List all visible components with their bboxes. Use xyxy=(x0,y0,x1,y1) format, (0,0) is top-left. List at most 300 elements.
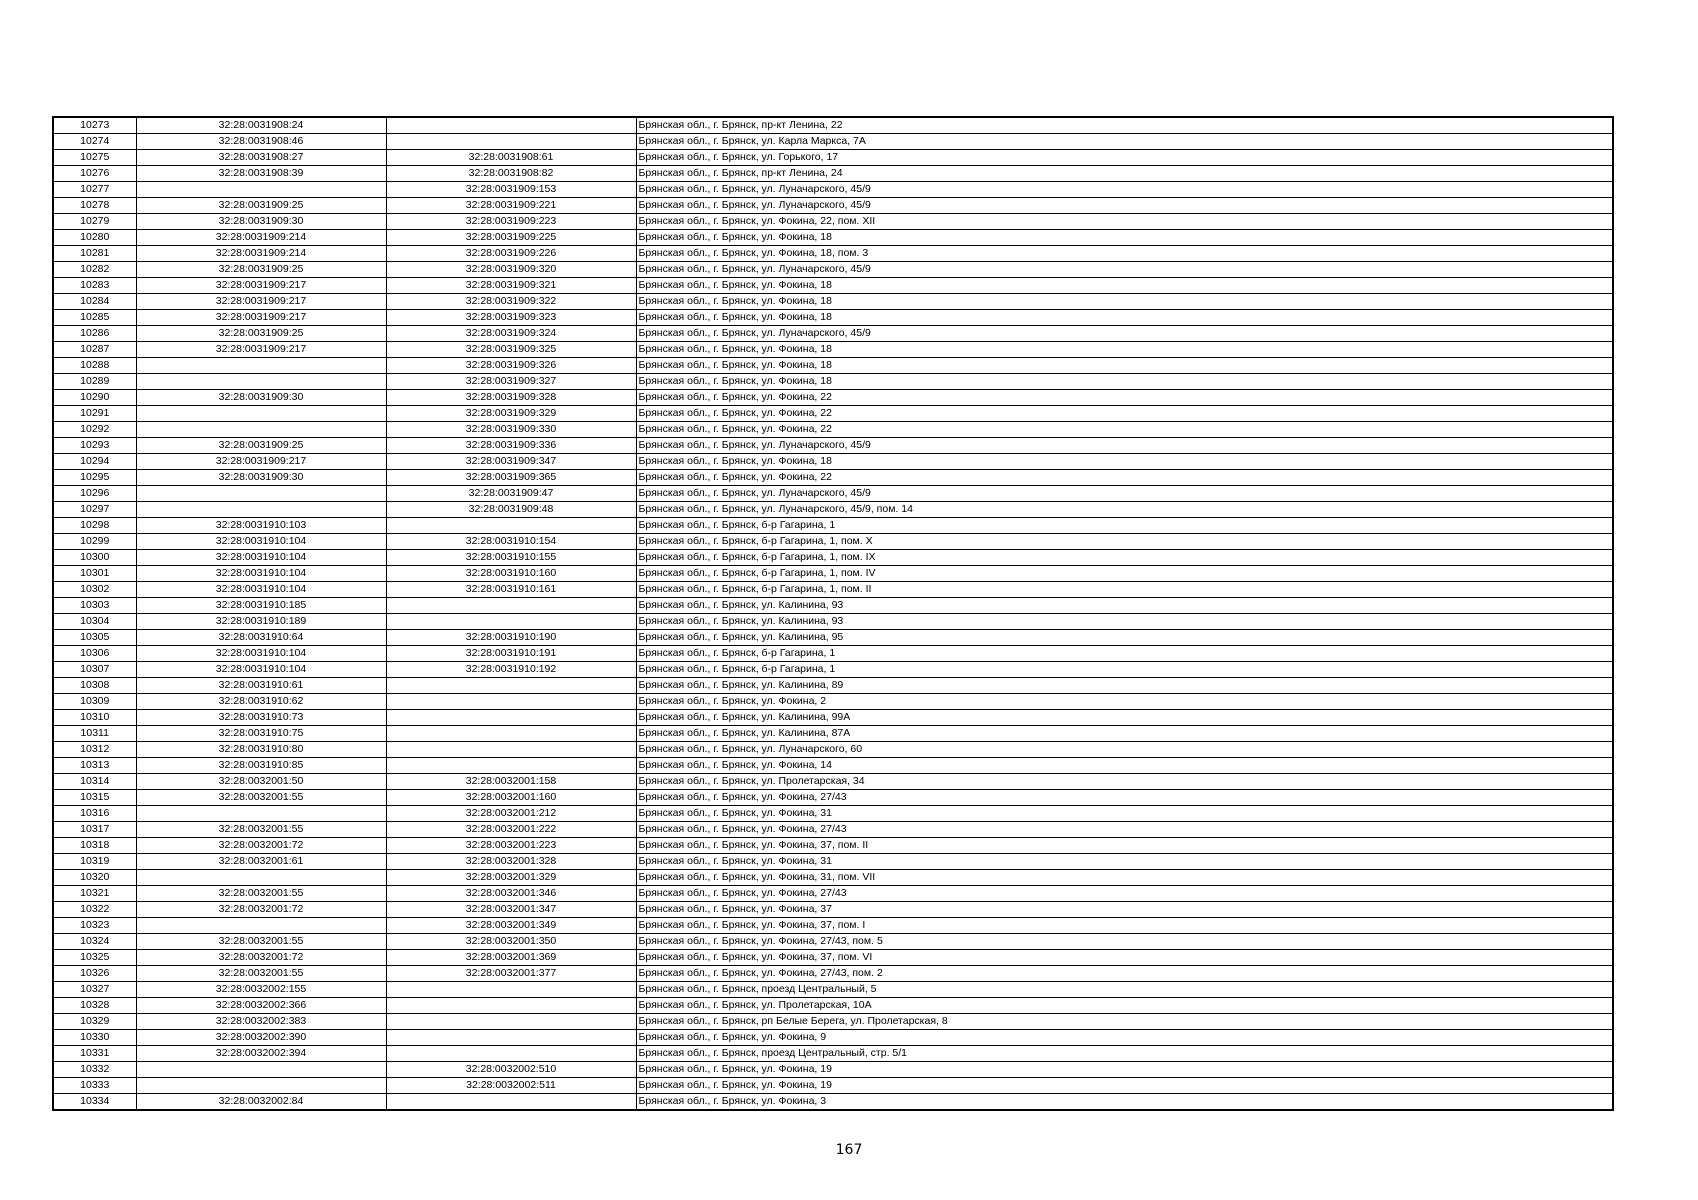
address-cell: Брянская обл., г. Брянск, ул. Фокина, 31 xyxy=(636,854,1613,870)
land-cadastral-cell: 32:28:0032001:55 xyxy=(136,966,386,982)
address-cell: Брянская обл., г. Брянск, рп Белые Берега, ул. Пролетарская, 8 xyxy=(636,1014,1613,1030)
land-cadastral-cell xyxy=(136,1078,386,1094)
table-row xyxy=(53,454,1613,470)
object-cadastral-cell: 32:28:0032001:349 xyxy=(386,918,636,934)
object-cadastral-cell: 32:28:0031908:82 xyxy=(386,166,636,182)
address-cell: Брянская обл., г. Брянск, б-р Гагарина, 1 xyxy=(636,662,1613,678)
row-number-cell: 10277 xyxy=(53,182,136,198)
table-row xyxy=(53,742,1613,758)
row-number-cell: 10273 xyxy=(53,117,136,134)
land-cadastral-cell xyxy=(136,918,386,934)
address-cell: Брянская обл., г. Брянск, б-р Гагарина, 1, пом. IV xyxy=(636,566,1613,582)
object-cadastral-cell xyxy=(386,614,636,630)
table-row xyxy=(53,262,1613,278)
table-row xyxy=(53,278,1613,294)
land-cadastral-cell: 32:28:0031909:25 xyxy=(136,326,386,342)
object-cadastral-cell: 32:28:0031909:153 xyxy=(386,182,636,198)
land-cadastral-cell: 32:28:0031910:80 xyxy=(136,742,386,758)
row-number-cell: 10330 xyxy=(53,1030,136,1046)
object-cadastral-cell: 32:28:0032001:222 xyxy=(386,822,636,838)
object-cadastral-cell: 32:28:0031908:61 xyxy=(386,150,636,166)
land-cadastral-cell: 32:28:0031910:85 xyxy=(136,758,386,774)
land-cadastral-cell: 32:28:0031910:103 xyxy=(136,518,386,534)
table-row xyxy=(53,390,1613,406)
object-cadastral-cell: 32:28:0031909:365 xyxy=(386,470,636,486)
address-cell: Брянская обл., г. Брянск, ул. Фокина, 19 xyxy=(636,1062,1613,1078)
row-number-cell: 10310 xyxy=(53,710,136,726)
object-cadastral-cell: 32:28:0031909:347 xyxy=(386,454,636,470)
row-number-cell: 10295 xyxy=(53,470,136,486)
row-number-cell: 10302 xyxy=(53,582,136,598)
object-cadastral-cell: 32:28:0031910:160 xyxy=(386,566,636,582)
object-cadastral-cell: 32:28:0031909:47 xyxy=(386,486,636,502)
land-cadastral-cell: 32:28:0031910:185 xyxy=(136,598,386,614)
table-row xyxy=(53,646,1613,662)
land-cadastral-cell xyxy=(136,502,386,518)
row-number-cell: 10299 xyxy=(53,534,136,550)
land-cadastral-cell: 32:28:0031910:104 xyxy=(136,534,386,550)
table-row xyxy=(53,422,1613,438)
row-number-cell: 10286 xyxy=(53,326,136,342)
address-cell: Брянская обл., г. Брянск, б-р Гагарина, 1, пом. II xyxy=(636,582,1613,598)
object-cadastral-cell: 32:28:0032001:377 xyxy=(386,966,636,982)
address-cell: Брянская обл., г. Брянск, ул. Фокина, 18 xyxy=(636,310,1613,326)
row-number-cell: 10304 xyxy=(53,614,136,630)
object-cadastral-cell xyxy=(386,726,636,742)
table-row xyxy=(53,166,1613,182)
land-cadastral-cell: 32:28:0032001:72 xyxy=(136,902,386,918)
row-number-cell: 10303 xyxy=(53,598,136,614)
land-cadastral-cell: 32:28:0032001:61 xyxy=(136,854,386,870)
address-cell: Брянская обл., г. Брянск, ул. Фокина, 18 xyxy=(636,294,1613,310)
table-row xyxy=(53,1046,1613,1062)
address-cell: Брянская обл., г. Брянск, ул. Фокина, 37 xyxy=(636,902,1613,918)
table-row xyxy=(53,1030,1613,1046)
table-row xyxy=(53,822,1613,838)
row-number-cell: 10313 xyxy=(53,758,136,774)
land-cadastral-cell xyxy=(136,358,386,374)
object-cadastral-cell: 32:28:0031910:191 xyxy=(386,646,636,662)
table-row xyxy=(53,342,1613,358)
address-cell: Брянская обл., г. Брянск, ул. Луначарского, 45/9 xyxy=(636,198,1613,214)
row-number-cell: 10292 xyxy=(53,422,136,438)
row-number-cell: 10305 xyxy=(53,630,136,646)
address-cell: Брянская обл., г. Брянск, ул. Фокина, 22 xyxy=(636,422,1613,438)
table-row xyxy=(53,534,1613,550)
object-cadastral-cell: 32:28:0031909:223 xyxy=(386,214,636,230)
table-row xyxy=(53,134,1613,150)
address-cell: Брянская обл., г. Брянск, ул. Фокина, 31 xyxy=(636,806,1613,822)
object-cadastral-cell: 32:28:0032001:350 xyxy=(386,934,636,950)
address-cell: Брянская обл., г. Брянск, ул. Фокина, 27/43, пом. 2 xyxy=(636,966,1613,982)
table-row xyxy=(53,790,1613,806)
address-cell: Брянская обл., г. Брянск, ул. Калинина, 93 xyxy=(636,614,1613,630)
object-cadastral-cell: 32:28:0031909:327 xyxy=(386,374,636,390)
row-number-cell: 10312 xyxy=(53,742,136,758)
land-cadastral-cell: 32:28:0032002:394 xyxy=(136,1046,386,1062)
address-cell: Брянская обл., г. Брянск, ул. Фокина, 18 xyxy=(636,358,1613,374)
object-cadastral-cell: 32:28:0031909:320 xyxy=(386,262,636,278)
object-cadastral-cell xyxy=(386,598,636,614)
address-cell: Брянская обл., г. Брянск, ул. Фокина, 37, пом. VI xyxy=(636,950,1613,966)
land-cadastral-cell xyxy=(136,182,386,198)
row-number-cell: 10285 xyxy=(53,310,136,326)
address-cell: Брянская обл., г. Брянск, ул. Луначарского, 45/9 xyxy=(636,438,1613,454)
land-cadastral-cell: 32:28:0032002:84 xyxy=(136,1094,386,1111)
row-number-cell: 10294 xyxy=(53,454,136,470)
land-cadastral-cell: 32:28:0031908:27 xyxy=(136,150,386,166)
land-cadastral-cell xyxy=(136,1062,386,1078)
address-cell: Брянская обл., г. Брянск, ул. Луначарского, 45/9 xyxy=(636,326,1613,342)
table-row xyxy=(53,838,1613,854)
row-number-cell: 10290 xyxy=(53,390,136,406)
row-number-cell: 10327 xyxy=(53,982,136,998)
table-row xyxy=(53,246,1613,262)
object-cadastral-cell: 32:28:0032001:212 xyxy=(386,806,636,822)
object-cadastral-cell: 32:28:0031909:330 xyxy=(386,422,636,438)
object-cadastral-cell: 32:28:0031910:192 xyxy=(386,662,636,678)
address-cell: Брянская обл., г. Брянск, проезд Центральный, стр. 5/1 xyxy=(636,1046,1613,1062)
object-cadastral-cell xyxy=(386,710,636,726)
land-cadastral-cell: 32:28:0031909:217 xyxy=(136,310,386,326)
land-cadastral-cell: 32:28:0031909:30 xyxy=(136,470,386,486)
row-number-cell: 10298 xyxy=(53,518,136,534)
address-cell: Брянская обл., г. Брянск, ул. Карла Маркса, 7А xyxy=(636,134,1613,150)
table-row xyxy=(53,1094,1613,1111)
row-number-cell: 10288 xyxy=(53,358,136,374)
address-cell: Брянская обл., г. Брянск, ул. Пролетарская, 10А xyxy=(636,998,1613,1014)
address-cell: Брянская обл., г. Брянск, ул. Фокина, 31, пом. VII xyxy=(636,870,1613,886)
table-row xyxy=(53,470,1613,486)
object-cadastral-cell: 32:28:0032002:510 xyxy=(386,1062,636,1078)
object-cadastral-cell xyxy=(386,1046,636,1062)
land-cadastral-cell: 32:28:0031909:214 xyxy=(136,230,386,246)
object-cadastral-cell: 32:28:0031910:154 xyxy=(386,534,636,550)
address-cell: Брянская обл., г. Брянск, ул. Фокина, 18 xyxy=(636,230,1613,246)
land-cadastral-cell xyxy=(136,806,386,822)
address-cell: Брянская обл., г. Брянск, ул. Фокина, 27/43 xyxy=(636,822,1613,838)
table-row xyxy=(53,566,1613,582)
table-row xyxy=(53,950,1613,966)
row-number-cell: 10315 xyxy=(53,790,136,806)
address-cell: Брянская обл., г. Брянск, ул. Фокина, 3 xyxy=(636,1094,1613,1111)
land-cadastral-cell: 32:28:0031910:104 xyxy=(136,662,386,678)
object-cadastral-cell xyxy=(386,982,636,998)
address-cell: Брянская обл., г. Брянск, ул. Фокина, 22, пом. XII xyxy=(636,214,1613,230)
row-number-cell: 10317 xyxy=(53,822,136,838)
object-cadastral-cell xyxy=(386,742,636,758)
address-cell: Брянская обл., г. Брянск, ул. Фокина, 9 xyxy=(636,1030,1613,1046)
address-cell: Брянская обл., г. Брянск, ул. Луначарского, 45/9 xyxy=(636,486,1613,502)
row-number-cell: 10318 xyxy=(53,838,136,854)
object-cadastral-cell xyxy=(386,678,636,694)
table-row xyxy=(53,694,1613,710)
object-cadastral-cell: 32:28:0032001:223 xyxy=(386,838,636,854)
row-number-cell: 10309 xyxy=(53,694,136,710)
table-row xyxy=(53,918,1613,934)
row-number-cell: 10328 xyxy=(53,998,136,1014)
row-number-cell: 10289 xyxy=(53,374,136,390)
table-row xyxy=(53,438,1613,454)
row-number-cell: 10326 xyxy=(53,966,136,982)
land-cadastral-cell: 32:28:0031910:104 xyxy=(136,646,386,662)
address-cell: Брянская обл., г. Брянск, ул. Фокина, 18 xyxy=(636,342,1613,358)
land-cadastral-cell: 32:28:0031910:104 xyxy=(136,582,386,598)
table-row xyxy=(53,358,1613,374)
table-row xyxy=(53,502,1613,518)
row-number-cell: 10314 xyxy=(53,774,136,790)
address-cell: Брянская обл., г. Брянск, ул. Фокина, 18 xyxy=(636,278,1613,294)
object-cadastral-cell xyxy=(386,758,636,774)
row-number-cell: 10324 xyxy=(53,934,136,950)
object-cadastral-cell: 32:28:0032001:328 xyxy=(386,854,636,870)
table-row xyxy=(53,758,1613,774)
address-cell: Брянская обл., г. Брянск, б-р Гагарина, 1 xyxy=(636,646,1613,662)
address-cell: Брянская обл., г. Брянск, ул. Фокина, 22 xyxy=(636,390,1613,406)
address-cell: Брянская обл., г. Брянск, ул. Пролетарская, 34 xyxy=(636,774,1613,790)
object-cadastral-cell xyxy=(386,134,636,150)
object-cadastral-cell: 32:28:0031909:329 xyxy=(386,406,636,422)
row-number-cell: 10319 xyxy=(53,854,136,870)
object-cadastral-cell: 32:28:0032001:347 xyxy=(386,902,636,918)
address-cell: Брянская обл., г. Брянск, ул. Фокина, 27/43, пом. 5 xyxy=(636,934,1613,950)
land-cadastral-cell: 32:28:0031908:39 xyxy=(136,166,386,182)
table-row xyxy=(53,326,1613,342)
object-cadastral-cell: 32:28:0032001:369 xyxy=(386,950,636,966)
land-cadastral-cell: 32:28:0031909:30 xyxy=(136,214,386,230)
land-cadastral-cell: 32:28:0031910:104 xyxy=(136,550,386,566)
address-cell: Брянская обл., г. Брянск, проезд Центральный, 5 xyxy=(636,982,1613,998)
land-cadastral-cell: 32:28:0032002:383 xyxy=(136,1014,386,1030)
address-cell: Брянская обл., г. Брянск, б-р Гагарина, 1, пом. IX xyxy=(636,550,1613,566)
table-row xyxy=(53,934,1613,950)
object-cadastral-cell xyxy=(386,1094,636,1111)
row-number-cell: 10297 xyxy=(53,502,136,518)
table-row xyxy=(53,294,1613,310)
row-number-cell: 10276 xyxy=(53,166,136,182)
land-cadastral-cell: 32:28:0032001:72 xyxy=(136,838,386,854)
address-cell: Брянская обл., г. Брянск, б-р Гагарина, 1, пом. X xyxy=(636,534,1613,550)
land-cadastral-cell: 32:28:0031909:25 xyxy=(136,262,386,278)
address-cell: Брянская обл., г. Брянск, ул. Калинина, 93 xyxy=(636,598,1613,614)
land-cadastral-cell: 32:28:0031908:46 xyxy=(136,134,386,150)
table-row xyxy=(53,518,1613,534)
address-cell: Брянская обл., г. Брянск, ул. Луначарского, 60 xyxy=(636,742,1613,758)
table-row xyxy=(53,550,1613,566)
address-cell: Брянская обл., г. Брянск, ул. Луначарского, 45/9, пом. 14 xyxy=(636,502,1613,518)
land-cadastral-cell: 32:28:0031909:217 xyxy=(136,278,386,294)
address-cell: Брянская обл., г. Брянск, ул. Фокина, 27/43 xyxy=(636,886,1613,902)
address-cell: Брянская обл., г. Брянск, ул. Калинина, 89 xyxy=(636,678,1613,694)
address-cell: Брянская обл., г. Брянск, ул. Фокина, 37, пом. II xyxy=(636,838,1613,854)
address-cell: Брянская обл., г. Брянск, ул. Фокина, 18, пом. 3 xyxy=(636,246,1613,262)
row-number-cell: 10284 xyxy=(53,294,136,310)
row-number-cell: 10291 xyxy=(53,406,136,422)
address-cell: Брянская обл., г. Брянск, пр-кт Ленина, 24 xyxy=(636,166,1613,182)
row-number-cell: 10296 xyxy=(53,486,136,502)
address-cell: Брянская обл., г. Брянск, ул. Фокина, 18 xyxy=(636,374,1613,390)
table-row xyxy=(53,710,1613,726)
object-cadastral-cell xyxy=(386,998,636,1014)
object-cadastral-cell xyxy=(386,518,636,534)
object-cadastral-cell: 32:28:0032001:329 xyxy=(386,870,636,886)
object-cadastral-cell: 32:28:0031910:155 xyxy=(386,550,636,566)
object-cadastral-cell: 32:28:0032001:346 xyxy=(386,886,636,902)
table-row xyxy=(53,374,1613,390)
land-cadastral-cell: 32:28:0031909:30 xyxy=(136,390,386,406)
object-cadastral-cell: 32:28:0032002:511 xyxy=(386,1078,636,1094)
object-cadastral-cell xyxy=(386,694,636,710)
object-cadastral-cell: 32:28:0031909:323 xyxy=(386,310,636,326)
land-cadastral-cell: 32:28:0031910:64 xyxy=(136,630,386,646)
land-cadastral-cell: 32:28:0032001:55 xyxy=(136,790,386,806)
row-number-cell: 10280 xyxy=(53,230,136,246)
table-row xyxy=(53,582,1613,598)
table-row xyxy=(53,774,1613,790)
land-cadastral-cell: 32:28:0032001:72 xyxy=(136,950,386,966)
table-row xyxy=(53,198,1613,214)
address-cell: Брянская обл., г. Брянск, ул. Фокина, 2 xyxy=(636,694,1613,710)
row-number-cell: 10283 xyxy=(53,278,136,294)
address-cell: Брянская обл., г. Брянск, б-р Гагарина, 1 xyxy=(636,518,1613,534)
row-number-cell: 10278 xyxy=(53,198,136,214)
table-row xyxy=(53,886,1613,902)
object-cadastral-cell: 32:28:0032001:160 xyxy=(386,790,636,806)
table-row xyxy=(53,662,1613,678)
table-row xyxy=(53,486,1613,502)
object-cadastral-cell: 32:28:0031909:321 xyxy=(386,278,636,294)
row-number-cell: 10287 xyxy=(53,342,136,358)
row-number-cell: 10311 xyxy=(53,726,136,742)
row-number-cell: 10275 xyxy=(53,150,136,166)
address-cell: Брянская обл., г. Брянск, ул. Калинина, 99А xyxy=(636,710,1613,726)
table-row xyxy=(53,614,1613,630)
land-cadastral-cell: 32:28:0032002:390 xyxy=(136,1030,386,1046)
table-row xyxy=(53,982,1613,998)
object-cadastral-cell xyxy=(386,117,636,134)
land-cadastral-cell: 32:28:0031909:25 xyxy=(136,438,386,454)
table-row xyxy=(53,966,1613,982)
land-cadastral-cell: 32:28:0031909:217 xyxy=(136,454,386,470)
object-cadastral-cell: 32:28:0031909:326 xyxy=(386,358,636,374)
land-cadastral-cell: 32:28:0031910:62 xyxy=(136,694,386,710)
address-cell: Брянская обл., г. Брянск, ул. Луначарского, 45/9 xyxy=(636,182,1613,198)
table-row xyxy=(53,214,1613,230)
address-cell: Брянская обл., г. Брянск, ул. Фокина, 18 xyxy=(636,454,1613,470)
row-number-cell: 10334 xyxy=(53,1094,136,1111)
table-row xyxy=(53,1078,1613,1094)
row-number-cell: 10325 xyxy=(53,950,136,966)
table-row xyxy=(53,310,1613,326)
object-cadastral-cell xyxy=(386,1030,636,1046)
row-number-cell: 10316 xyxy=(53,806,136,822)
row-number-cell: 10308 xyxy=(53,678,136,694)
land-cadastral-cell: 32:28:0031908:24 xyxy=(136,117,386,134)
table-row xyxy=(53,598,1613,614)
page-number: 167 xyxy=(835,1142,863,1158)
object-cadastral-cell: 32:28:0031909:336 xyxy=(386,438,636,454)
row-number-cell: 10282 xyxy=(53,262,136,278)
address-cell: Брянская обл., г. Брянск, ул. Калинина, 87А xyxy=(636,726,1613,742)
land-cadastral-cell: 32:28:0031910:189 xyxy=(136,614,386,630)
land-cadastral-cell: 32:28:0032001:55 xyxy=(136,934,386,950)
object-cadastral-cell: 32:28:0031909:225 xyxy=(386,230,636,246)
object-cadastral-cell xyxy=(386,1014,636,1030)
object-cadastral-cell: 32:28:0031909:324 xyxy=(386,326,636,342)
table-row xyxy=(53,117,1613,134)
row-number-cell: 10322 xyxy=(53,902,136,918)
object-cadastral-cell: 32:28:0032001:158 xyxy=(386,774,636,790)
land-cadastral-cell: 32:28:0031910:75 xyxy=(136,726,386,742)
land-cadastral-cell: 32:28:0032001:50 xyxy=(136,774,386,790)
row-number-cell: 10306 xyxy=(53,646,136,662)
address-cell: Брянская обл., г. Брянск, ул. Калинина, 95 xyxy=(636,630,1613,646)
address-cell: Брянская обл., г. Брянск, ул. Луначарского, 45/9 xyxy=(636,262,1613,278)
land-cadastral-cell xyxy=(136,422,386,438)
row-number-cell: 10320 xyxy=(53,870,136,886)
land-cadastral-cell: 32:28:0031910:104 xyxy=(136,566,386,582)
address-cell: Брянская обл., г. Брянск, ул. Фокина, 19 xyxy=(636,1078,1613,1094)
row-number-cell: 10323 xyxy=(53,918,136,934)
row-number-cell: 10331 xyxy=(53,1046,136,1062)
address-cell: Брянская обл., г. Брянск, ул. Фокина, 27/43 xyxy=(636,790,1613,806)
object-cadastral-cell: 32:28:0031909:322 xyxy=(386,294,636,310)
address-cell: Брянская обл., г. Брянск, ул. Фокина, 37, пом. I xyxy=(636,918,1613,934)
object-cadastral-cell: 32:28:0031910:190 xyxy=(386,630,636,646)
address-cell: Брянская обл., г. Брянск, ул. Фокина, 22 xyxy=(636,470,1613,486)
table-row xyxy=(53,150,1613,166)
row-number-cell: 10321 xyxy=(53,886,136,902)
row-number-cell: 10274 xyxy=(53,134,136,150)
table-row xyxy=(53,182,1613,198)
object-cadastral-cell: 32:28:0031910:161 xyxy=(386,582,636,598)
land-cadastral-cell: 32:28:0031909:25 xyxy=(136,198,386,214)
object-cadastral-cell: 32:28:0031909:226 xyxy=(386,246,636,262)
table-row xyxy=(53,230,1613,246)
address-cell: Брянская обл., г. Брянск, ул. Фокина, 14 xyxy=(636,758,1613,774)
land-cadastral-cell xyxy=(136,406,386,422)
row-number-cell: 10333 xyxy=(53,1078,136,1094)
row-number-cell: 10329 xyxy=(53,1014,136,1030)
object-cadastral-cell: 32:28:0031909:325 xyxy=(386,342,636,358)
table-row xyxy=(53,1062,1613,1078)
table-row xyxy=(53,870,1613,886)
object-cadastral-cell: 32:28:0031909:221 xyxy=(386,198,636,214)
table-row xyxy=(53,806,1613,822)
table-row xyxy=(53,630,1613,646)
row-number-cell: 10332 xyxy=(53,1062,136,1078)
table-row xyxy=(53,998,1613,1014)
row-number-cell: 10307 xyxy=(53,662,136,678)
land-cadastral-cell: 32:28:0032002:155 xyxy=(136,982,386,998)
table-row xyxy=(53,1014,1613,1030)
land-cadastral-cell: 32:28:0031909:214 xyxy=(136,246,386,262)
land-cadastral-cell: 32:28:0031909:217 xyxy=(136,294,386,310)
row-number-cell: 10281 xyxy=(53,246,136,262)
row-number-cell: 10293 xyxy=(53,438,136,454)
land-cadastral-cell: 32:28:0031910:73 xyxy=(136,710,386,726)
address-cell: Брянская обл., г. Брянск, пр-кт Ленина, 22 xyxy=(636,117,1613,134)
table-row xyxy=(53,678,1613,694)
address-cell: Брянская обл., г. Брянск, ул. Горького, 17 xyxy=(636,150,1613,166)
table-body xyxy=(53,117,1613,1110)
row-number-cell: 10300 xyxy=(53,550,136,566)
row-number-cell: 10279 xyxy=(53,214,136,230)
object-cadastral-cell: 32:28:0031909:48 xyxy=(386,502,636,518)
land-cadastral-cell: 32:28:0032002:366 xyxy=(136,998,386,1014)
land-cadastral-cell: 32:28:0032001:55 xyxy=(136,822,386,838)
table-row xyxy=(53,406,1613,422)
